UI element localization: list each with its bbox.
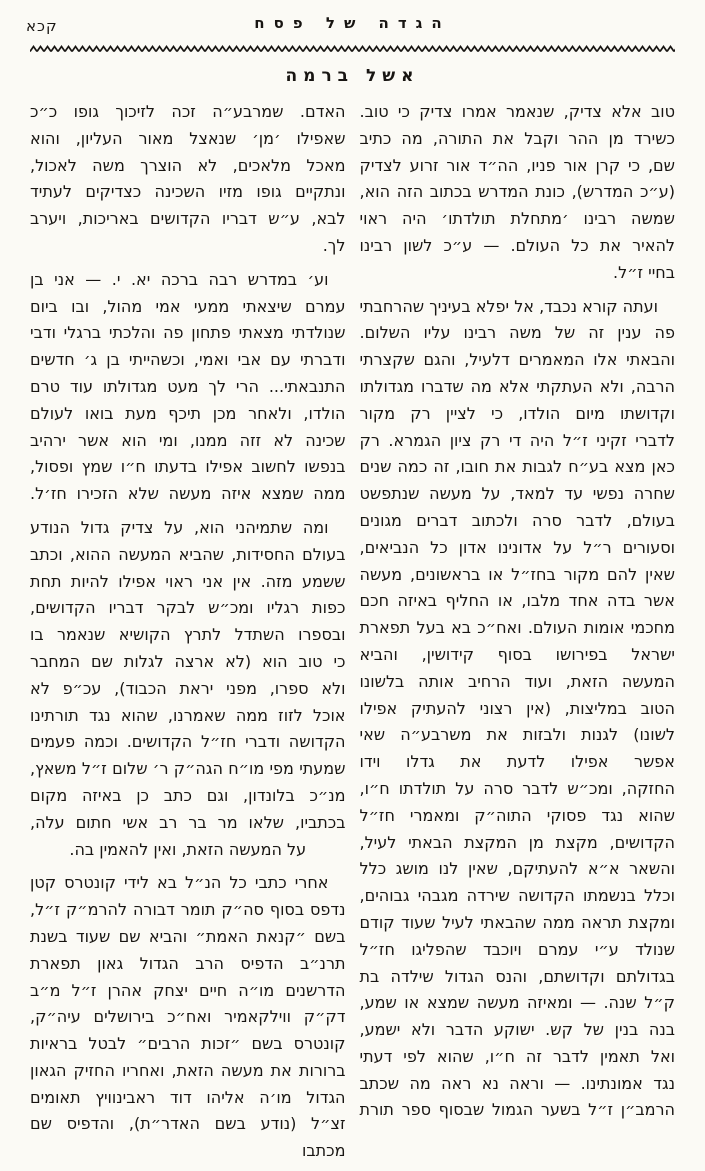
text-line: והבאתי אלו המאמרים דלעיל, והגם שקצרתי xyxy=(359,350,675,370)
text-line: האדם. שמרבע״ה זכה לזיכוך גופו כ״כ xyxy=(30,102,346,121)
text-line: נגד אמונתינו. — וראה נא ראה מה שכתב xyxy=(359,1073,675,1093)
text-line: וכלל בנשמתו הקדושה שירדה מגבהי גבוהים, xyxy=(359,886,675,906)
text-line: שכינה לא זזה ממנו, ומי הוא אשר ירהיב xyxy=(30,430,346,450)
text-line: הולדו, ולאחר מכן תיכף מעת בואו לעולם xyxy=(30,403,346,423)
text-line: הדרשנים מו״ה חיים יצחק אהרן ז״ל מ״ב xyxy=(30,980,346,1000)
text-line: ונתקיים גופו מזיו השכינה כצדיקים לעתיד xyxy=(30,182,346,202)
text-line: וסעורים ר״ל על אדונינו אדון כל הנביאים, xyxy=(359,537,675,557)
text-line: תרנ״ב הדפיס הרב הגדול גאון תפארת xyxy=(30,953,346,973)
text-line: כשירד מן ההר וקבל את התורה, מה כתיב xyxy=(359,128,675,148)
text-line: פה ענין זה של משה רבינו עליו השלום. xyxy=(359,323,675,343)
text-line: הטוב במליצות, (אין רצוני להעתיק אפילו xyxy=(359,698,675,718)
text-line: שנולד ע״י עמרם ויוכבד שהפליגו חז״ל xyxy=(359,939,675,959)
text-line: מאכל מלאכים, לא הוצרך משה לאכול, xyxy=(30,155,346,175)
text-line: ואל תאמין לדבר זה ח״ו, שהוא לפי דעתי xyxy=(359,1046,675,1066)
text-columns xyxy=(30,99,675,1165)
text-line: וקדושתו מיום הולדו, כי לציין רק מקור xyxy=(359,403,675,423)
text-line: ובספרו השתדל לתרץ הקושיא שנאמר בו xyxy=(30,625,346,645)
text-line: לבא, ע״ש דבריו הקדושים באריכות, ויערב xyxy=(30,209,346,229)
text-line: לדברי זקיני ז״ל היה די רק ציון הגמרא. רק xyxy=(359,430,675,450)
text-line: הרמב״ן ז״ל בשער הגמול שבסוף ספר תורת xyxy=(359,1100,675,1120)
text-line: לשונו) לגנות ולבזות את משרבע״ה שאי xyxy=(359,725,675,745)
text-line: בנה בנין של קש. ישוקע הדבר ולא ישמע, xyxy=(359,1020,675,1040)
paragraph xyxy=(30,267,346,508)
text-line: בגדולתם וקדושתם, והנס הגדול שילדה בת xyxy=(359,966,675,986)
section-title: אשל ברמה xyxy=(285,66,420,86)
text-line: אשר בדה אחד מלבו, או החליף באיזה חכם xyxy=(359,591,675,611)
text-line: שם, כי קרן אור פניו, הה״ד אור זרוע לצדיק xyxy=(359,155,675,175)
text-line: ממה שמצא איזה מעשה שלא הזכירו חז׳ל. xyxy=(30,484,346,504)
paragraph xyxy=(30,870,346,1165)
text-line: התנבאתי... הרי לך מעט מגדולתו עוד טרם xyxy=(30,376,346,396)
text-line: בנפשו לחשוב אפילו בדעתו ח״ו שמץ ופסול, xyxy=(30,457,346,477)
text-line: ק״ל שנה. — ומאיזה מעשה שמצא או שמע, xyxy=(359,993,675,1013)
text-line: שמשה רבינו ׳מתחלת תולדתו׳ היה ראוי xyxy=(359,209,675,229)
text-line: אחרי כתבי כל הנ״ל בא לידי קונטרס קטן xyxy=(30,873,329,893)
text-line: ומה שתמיהני הוא, על צדיק גדול הנודע xyxy=(30,517,329,537)
text-line: שהוא נגד פסוקי התוה״ק ומאמרי חז״ל xyxy=(359,805,675,825)
text-line: ודברתי עם אבי ואמי, וכשהייתי בן ג׳ חדשים xyxy=(30,350,346,370)
text-line: אפשר אפילו לדעת את גדלו וידו xyxy=(359,752,675,772)
text-line: בשם ״קנאת האמת״ והביא שם שעוד בשנת xyxy=(30,926,346,946)
text-line: המעשה הזאת, ועוד הרחיב אותה בלשונו xyxy=(359,671,675,691)
zigzag-divider xyxy=(30,39,675,49)
text-line: הרבה, ולא העתקתי אלא מה שדברו מגדולתו xyxy=(359,376,675,396)
text-line: והשאר א״א להעתיקם, שאין לנו מושג כלל xyxy=(359,859,675,879)
text-line: (ע״כ המדרש), כונת המדרש בכתוב הזה הוא, xyxy=(359,182,675,202)
text-line: ישראל בפירושו בסוף קידושין, והביא xyxy=(359,644,675,664)
page-number: קכא xyxy=(26,17,58,35)
text-line: כפות רגליו ומכ״ש לבקר דבריו הקדושים, xyxy=(30,598,346,618)
paragraph xyxy=(360,99,676,287)
text-line: מחכמי אומות העולם. ואח״כ בא בעל תפארת xyxy=(359,618,675,638)
text-line: הקדושה ודברי חז״ל הקדושים. וכמה פעמים xyxy=(30,732,346,752)
column-right xyxy=(360,99,676,1165)
text-line: בעולם, לדבר סרה ולכתוב דברים מגונים xyxy=(359,510,675,530)
text-line: נדפס בסוף סה״ק תומר דבורה להרמ״ק ז״ל, xyxy=(30,900,346,920)
text-line: זצ״ל (נודע בשם האדר״ת), והדפיס שם מכתבו xyxy=(30,1114,346,1161)
paragraph xyxy=(30,99,346,260)
column-left xyxy=(30,99,346,1165)
paragraph xyxy=(30,515,346,863)
text-line: הגדול מו׳ה אליהו דוד ראבינוויץ תאומים xyxy=(30,1087,346,1107)
book-title: הגדה של פסח xyxy=(254,14,451,32)
text-line: כאן מצא בע״ח לגבות את חובו, זה כמה שנים xyxy=(359,457,675,477)
text-line: דק״ק ווילקאמיר ואח״כ בירושלים עיה״ק, xyxy=(30,1007,346,1027)
text-line: ומקצת תראה ממה שהבאתי לעיל שעוד קודם xyxy=(359,912,675,932)
text-line: שנולדתי מצאתי פתחון פה והלכתי ברגלי ודבי xyxy=(30,323,346,343)
text-line: על המעשה הזאת, ואין להאמין בה. xyxy=(69,839,307,859)
text-line: שאין להם מקור בחז״ל או בראשונים, מעשה xyxy=(359,564,675,584)
text-line: וע׳ במדרש רבה ברכה יא. י. — אני בן xyxy=(30,269,329,289)
text-line: ולא ספרו, מפני יראת הכבוד), עכ״פ לא xyxy=(30,678,346,698)
text-line: בכתביו, שלאו מר בר רב אשי חתום עלה, xyxy=(30,812,346,832)
text-line: הקדושים, מקצת מן המקצת הבאתי לעיל, xyxy=(359,832,675,852)
text-line: בחיי ז״ל. xyxy=(613,262,675,282)
text-line: ששמע מזה. אין אני ראוי אפילו להיות תחת xyxy=(30,571,346,591)
text-line: ועתה קורא נכבד, אל יפלא בעיניך שהרחבתי xyxy=(359,296,658,316)
paragraph xyxy=(360,294,676,1125)
text-line: לך. xyxy=(322,235,346,255)
text-line: קונטרס בשם ״זכות הרבים״ לבטל בראיות xyxy=(30,1034,346,1054)
text-line: עמרם שיצאתי ממעי אמי מהול, ובו ביום xyxy=(30,296,346,316)
text-line: כי טוב הוא (לא ארצה לגלות שם המחבר xyxy=(30,651,346,671)
text-line: שחרה נפשי עד למאד, על מעשה שנתפשט xyxy=(359,484,675,504)
text-line: מנ״כ בלונדון, וגם כתב כן באיזה מקום xyxy=(30,785,346,805)
text-line: שאפילו ׳מן׳ שנאצל מאור העליון, והוא xyxy=(30,128,346,148)
text-line: שמעתי מפי מו״ח הגה״ק ר׳ שלום ז״ל משאץ, xyxy=(30,759,346,779)
zigzag-line-graphic xyxy=(30,44,675,54)
text-line: ברורות את מעשה הזאת, ואחריו החזיק הגאון xyxy=(30,1060,346,1080)
text-line: אוכל לזוז ממה שאמרנו, שהוא נגד תורתינו xyxy=(30,705,346,725)
text-line: להאיר את כל העולם. — ע״כ לשון רבינו xyxy=(359,235,675,255)
text-line: בעולם החסידות, שהביא המעשה ההוא, וכתב xyxy=(30,544,346,564)
text-line: טוב אלא צדיק, שנאמר אמרו צדיק כי טוב. xyxy=(359,102,675,121)
text-line: החזקה, ומכ״ש לדבר סרה על תולדתו ח״ו, xyxy=(359,778,675,798)
